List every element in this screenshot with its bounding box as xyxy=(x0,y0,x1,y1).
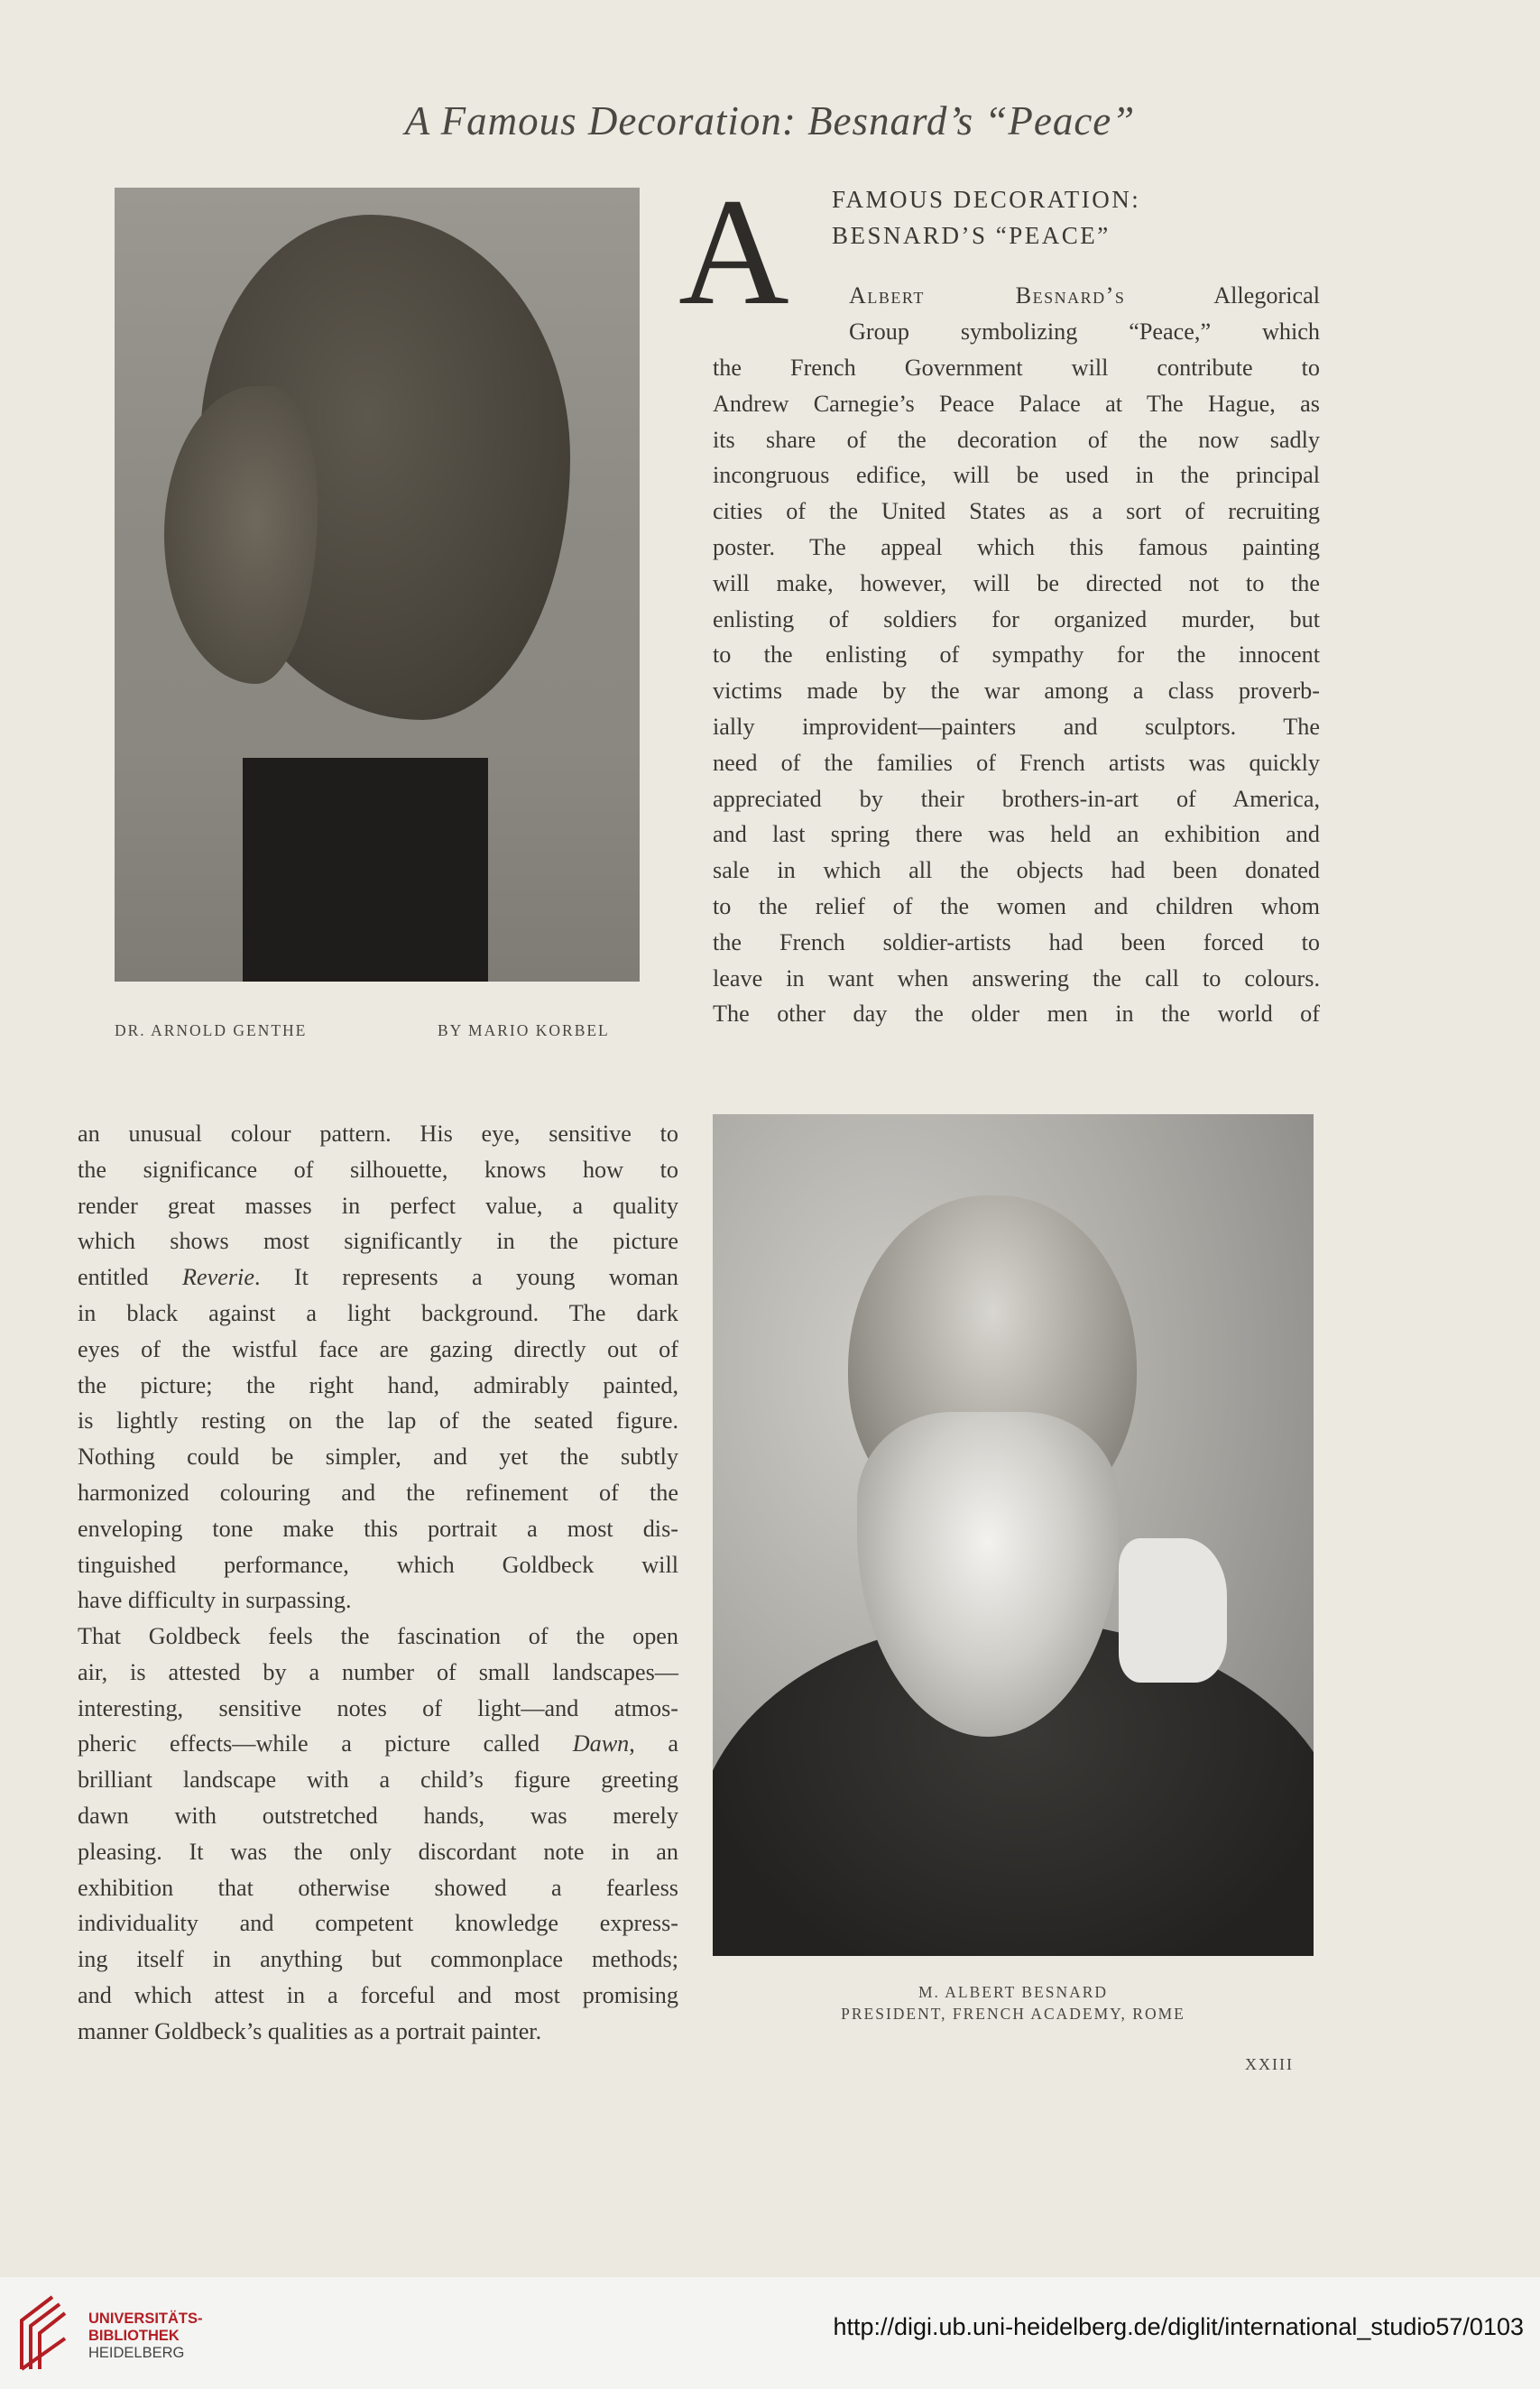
text-line: which shows most significantly in the picture xyxy=(78,1228,678,1255)
text-line: its share of the decoration of the now sadly xyxy=(713,426,1320,453)
text-line: ing itself in anything but commonplace methods; xyxy=(78,1946,678,1973)
text-line: need of the families of French artists was quickly xyxy=(713,749,1320,776)
text-line: to the enlisting of sympathy for the innocent xyxy=(713,641,1320,669)
text-line: Albert Besnard’s Allegorical xyxy=(849,282,1320,309)
library-logo-text: UNIVERSITÄTS- BIBLIOTHEK HEIDELBERG xyxy=(88,2311,203,2361)
text-line: and which attest in a forceful and most promising xyxy=(78,1981,678,2008)
bust-caption-artist: BY MARIO KORBEL xyxy=(438,1021,610,1039)
text-line: interesting, sensitive notes of light—and atmos- xyxy=(78,1694,678,1721)
text-line: The other day the older men in the world of xyxy=(713,1001,1320,1028)
text-line: the significance of silhouette, knows how to xyxy=(78,1156,678,1183)
text-line: will make, however, will be directed not to the xyxy=(713,569,1320,596)
text-line: ially improvident—painters and sculptors. The xyxy=(713,713,1320,740)
text-line: the French Government will contribute to xyxy=(713,355,1320,381)
text-line: poster. The appeal which this famous painting xyxy=(713,533,1320,560)
text-line: the French soldier-artists had been forced to xyxy=(713,928,1320,955)
article-body-right xyxy=(713,350,1320,1032)
text-line: sale in which all the objects had been donated xyxy=(713,857,1320,884)
bust-face-shape xyxy=(164,386,318,684)
text-line: air, is attested by a number of small landscapes— xyxy=(78,1658,678,1685)
text-line: Andrew Carnegie’s Peace Palace at The Hague, as xyxy=(713,390,1320,417)
bust-pedestal xyxy=(243,758,488,982)
text-line: render great masses in perfect value, a quality xyxy=(78,1192,678,1219)
text-line: manner Goldbeck’s qualities as a portrait painter. xyxy=(78,2017,542,2044)
page-folio: XXIII xyxy=(1245,2055,1294,2073)
text-line: the picture; the right hand, admirably painted, xyxy=(78,1371,678,1398)
text-line: exhibition that otherwise showed a fearless xyxy=(78,1874,678,1901)
portrait-collar-shape xyxy=(1119,1538,1227,1683)
text-line: enveloping tone make this portrait a most dis- xyxy=(78,1515,678,1542)
text-line: is lightly resting on the lap of the seated figure. xyxy=(78,1407,678,1434)
bust-photograph xyxy=(115,188,640,982)
besnard-portrait-photograph xyxy=(713,1114,1314,1956)
text-line: individuality and competent knowledge express- xyxy=(78,1910,678,1937)
text-line: and last spring there was held an exhibition and xyxy=(713,821,1320,848)
drop-cap: A xyxy=(678,167,789,337)
text-line: leave in want when answering the call to colours. xyxy=(713,964,1320,992)
text-line: have difficulty in surpassing. xyxy=(78,1587,352,1614)
running-head: A Famous Decoration: Besnard’s “Peace” xyxy=(404,98,1136,143)
text-line: cities of the United States as a sort of recruiting xyxy=(713,498,1320,525)
text-line: Nothing could be simpler, and yet the subtly xyxy=(78,1444,678,1471)
text-line: eyes of the wistful face are gazing directly out of xyxy=(78,1335,678,1362)
text-line: Group symbolizing “Peace,” which xyxy=(849,318,1320,345)
text-line: an unusual colour pattern. His eye, sensitive to xyxy=(78,1121,678,1147)
text-line: in black against a light background. The dark xyxy=(78,1299,678,1326)
library-footer xyxy=(0,2277,1540,2389)
text-line: entitled Reverie. It represents a young woman xyxy=(78,1264,678,1291)
text-line: pleasing. It was the only discordant note in an xyxy=(78,1838,678,1865)
text-line: dawn with outstretched hands, was merely xyxy=(78,1802,678,1829)
text-line: That Goldbeck feels the fascination of the open xyxy=(78,1623,678,1649)
article-heading-line2: BESNARD’S “PEACE” xyxy=(832,222,1111,249)
text-line: victims made by the war among a class proverb- xyxy=(713,678,1320,705)
text-line: harmonized colouring and the refinement of the xyxy=(78,1479,678,1506)
body-paragraph-1 xyxy=(78,1116,678,1619)
bust-caption-subject: DR. ARNOLD GENTHE xyxy=(115,1021,308,1039)
article-heading-line1: FAMOUS DECORATION: xyxy=(832,186,1141,213)
portrait-caption-name: M. ALBERT BESNARD xyxy=(918,1983,1109,2001)
text-line: brilliant landscape with a child’s figure greeting xyxy=(78,1766,678,1794)
text-line: enlisting of soldiers for organized murder, but xyxy=(713,605,1320,632)
text-line: to the relief of the women and children whom xyxy=(713,892,1320,919)
portrait-caption-title: PRESIDENT, FRENCH ACADEMY, ROME xyxy=(841,2005,1185,2023)
text-line: pheric effects—while a picture called Dawn, a xyxy=(78,1730,679,1757)
text-line: incongruous edifice, will be used in the principal xyxy=(713,462,1320,489)
text-line: appreciated by their brothers-in-art of America, xyxy=(713,785,1320,812)
library-logo-icon xyxy=(16,2293,69,2373)
source-url-link[interactable]: http://digi.ub.uni-heidelberg.de/diglit/international_studio57/0103 xyxy=(833,2313,1524,2340)
article-intro xyxy=(849,278,1320,350)
body-paragraph-2 xyxy=(78,1619,678,2050)
text-line: tinguished performance, which Goldbeck will xyxy=(78,1551,678,1578)
